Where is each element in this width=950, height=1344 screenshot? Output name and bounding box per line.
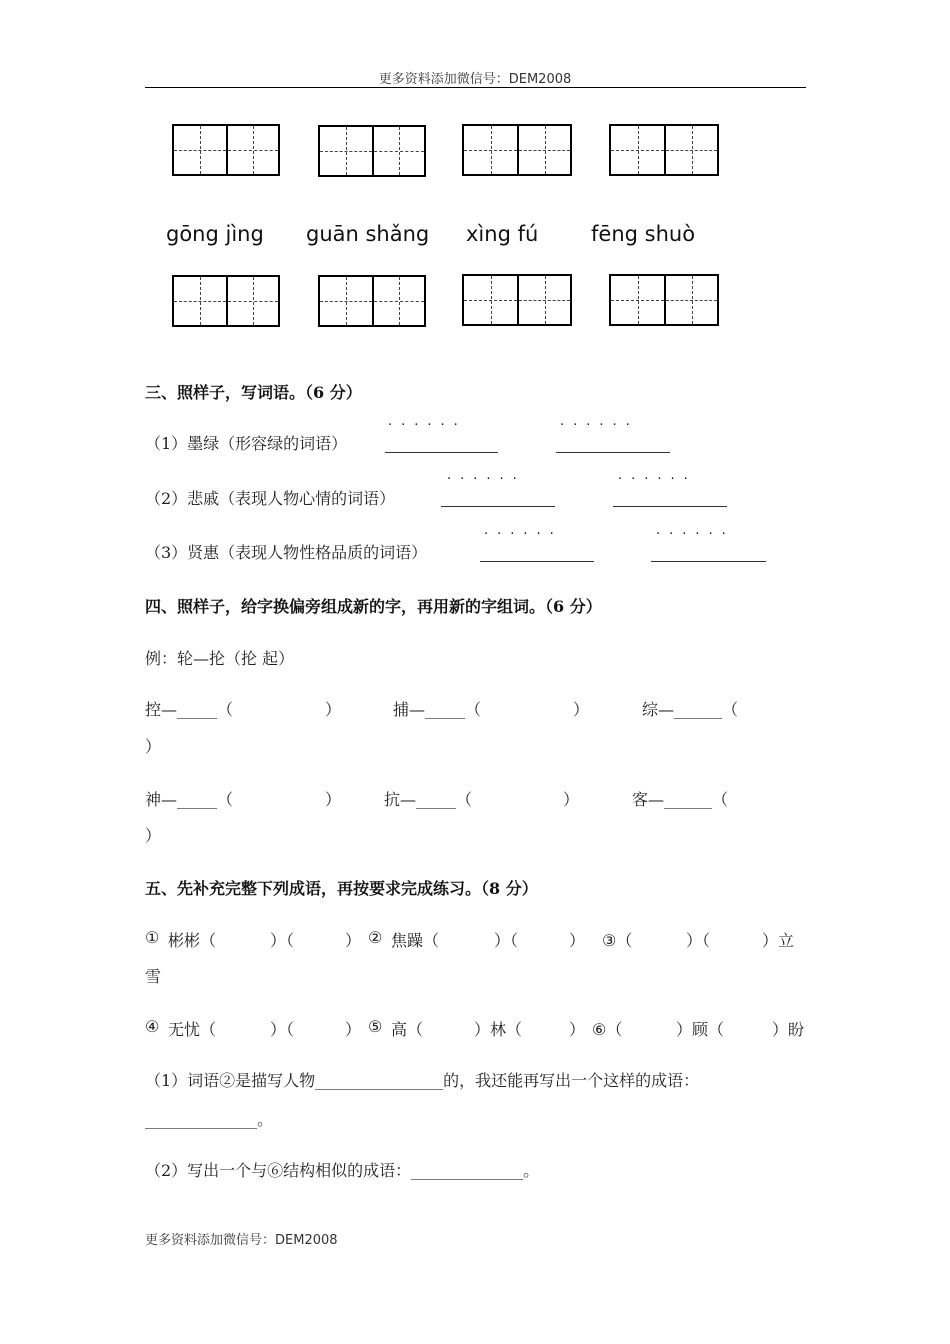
idiom-num-2: ② bbox=[368, 928, 383, 947]
idiom-2-b: ）（ bbox=[494, 931, 519, 950]
idiom-4-b: ）（ bbox=[270, 1020, 295, 1039]
section-3-item-1: （1）墨绿（形容绿的词语） bbox=[145, 434, 348, 453]
emphasis-dots: ······ bbox=[484, 527, 563, 542]
tianzige-box[interactable] bbox=[318, 125, 426, 177]
idiom-2-c: ） bbox=[569, 931, 586, 950]
emphasis-dots: ······ bbox=[560, 418, 639, 433]
pinyin-1: gōng jìng bbox=[166, 222, 264, 246]
idiom-num-1: ① bbox=[145, 928, 160, 947]
emphasis-dots: ······ bbox=[656, 527, 735, 542]
idiom-2: 焦躁（ bbox=[391, 931, 440, 950]
idiom-4: 无忧（ bbox=[168, 1020, 217, 1039]
section-3-item-3: （3）贤惠（表现人物性格品质的词语） bbox=[145, 543, 428, 562]
answer-blank[interactable] bbox=[385, 452, 498, 453]
idiom-6: ⑥（ bbox=[592, 1020, 623, 1039]
answer-blank[interactable] bbox=[651, 561, 766, 562]
char-item-3: 综—______（ bbox=[642, 700, 739, 719]
char-item-4-close: ） bbox=[325, 790, 342, 809]
char-item-2-close: ） bbox=[573, 700, 590, 719]
page-header: 更多资料添加微信号：DEM2008 bbox=[378, 72, 572, 87]
idiom-3: ③（ bbox=[602, 931, 633, 950]
idiom-1: 彬彬（ bbox=[168, 931, 217, 950]
idiom-5: 高（ bbox=[391, 1020, 424, 1039]
section-4-example: 例：轮—抡（抡 起） bbox=[145, 649, 295, 668]
tianzige-box[interactable] bbox=[172, 124, 280, 176]
idiom-5-c: ） bbox=[569, 1020, 586, 1039]
page-footer: 更多资料添加微信号：DEM2008 bbox=[145, 1233, 338, 1248]
char-item-6: 客—______（ bbox=[632, 790, 729, 809]
section-3-item-2: （2）悲戚（表现人物心情的词语） bbox=[145, 489, 396, 508]
idiom-1-b: ）（ bbox=[270, 931, 295, 950]
tianzige-box[interactable] bbox=[318, 275, 426, 327]
answer-blank[interactable] bbox=[556, 452, 670, 453]
idiom-5-b: ）林（ bbox=[474, 1020, 523, 1039]
emphasis-dots: ······ bbox=[388, 418, 467, 433]
answer-blank[interactable] bbox=[613, 506, 727, 507]
tianzige-box[interactable] bbox=[172, 275, 280, 327]
tianzige-box[interactable] bbox=[609, 124, 719, 176]
idiom-4-c: ） bbox=[345, 1020, 362, 1039]
question-2: （2）写出一个与⑥结构相似的成语：______________。 bbox=[145, 1161, 540, 1180]
answer-blank[interactable] bbox=[441, 506, 555, 507]
idiom-num-5: ⑤ bbox=[368, 1017, 383, 1036]
pinyin-4: fēng shuò bbox=[591, 222, 696, 246]
pinyin-2: guān shǎng bbox=[306, 222, 430, 246]
char-item-6-close: ） bbox=[145, 826, 162, 845]
emphasis-dots: ······ bbox=[447, 472, 526, 487]
idiom-6-c: ）盼 bbox=[772, 1020, 805, 1039]
char-item-5-close: ） bbox=[563, 790, 580, 809]
idiom-3-wrap: 雪 bbox=[145, 967, 162, 986]
section-4-title: 四、照样子，给字换偏旁组成新的字，再用新的字组词。（6 分） bbox=[145, 597, 602, 616]
emphasis-dots: ······ bbox=[618, 472, 697, 487]
char-item-4: 神—_____（ bbox=[145, 790, 234, 809]
header-rule bbox=[145, 87, 806, 88]
answer-blank[interactable] bbox=[480, 561, 594, 562]
char-item-1-close: ） bbox=[325, 700, 342, 719]
tianzige-box[interactable] bbox=[462, 274, 572, 326]
char-item-5: 抗—_____（ bbox=[384, 790, 473, 809]
question-1: （1）词语②是描写人物________________的，我还能再写出一个这样的成语： bbox=[145, 1071, 700, 1090]
idiom-num-4: ④ bbox=[145, 1017, 160, 1036]
idiom-3-c: ）立 bbox=[762, 931, 795, 950]
tianzige-box[interactable] bbox=[462, 124, 572, 176]
idiom-3-b: ）（ bbox=[686, 931, 711, 950]
char-item-2: 捕—_____（ bbox=[393, 700, 482, 719]
pinyin-3: xìng fú bbox=[466, 222, 539, 246]
question-1-blank[interactable]: ______________。 bbox=[145, 1110, 274, 1129]
idiom-1-c: ） bbox=[345, 931, 362, 950]
section-3-title: 三、照样子，写词语。（6 分） bbox=[145, 383, 362, 402]
section-5-title: 五、先补充完整下列成语，再按要求完成练习。（8 分） bbox=[145, 879, 538, 898]
tianzige-box[interactable] bbox=[609, 274, 719, 326]
char-item-3-close: ） bbox=[145, 737, 162, 756]
idiom-6-b: ）顾（ bbox=[676, 1020, 725, 1039]
char-item-1: 控—_____（ bbox=[145, 700, 234, 719]
